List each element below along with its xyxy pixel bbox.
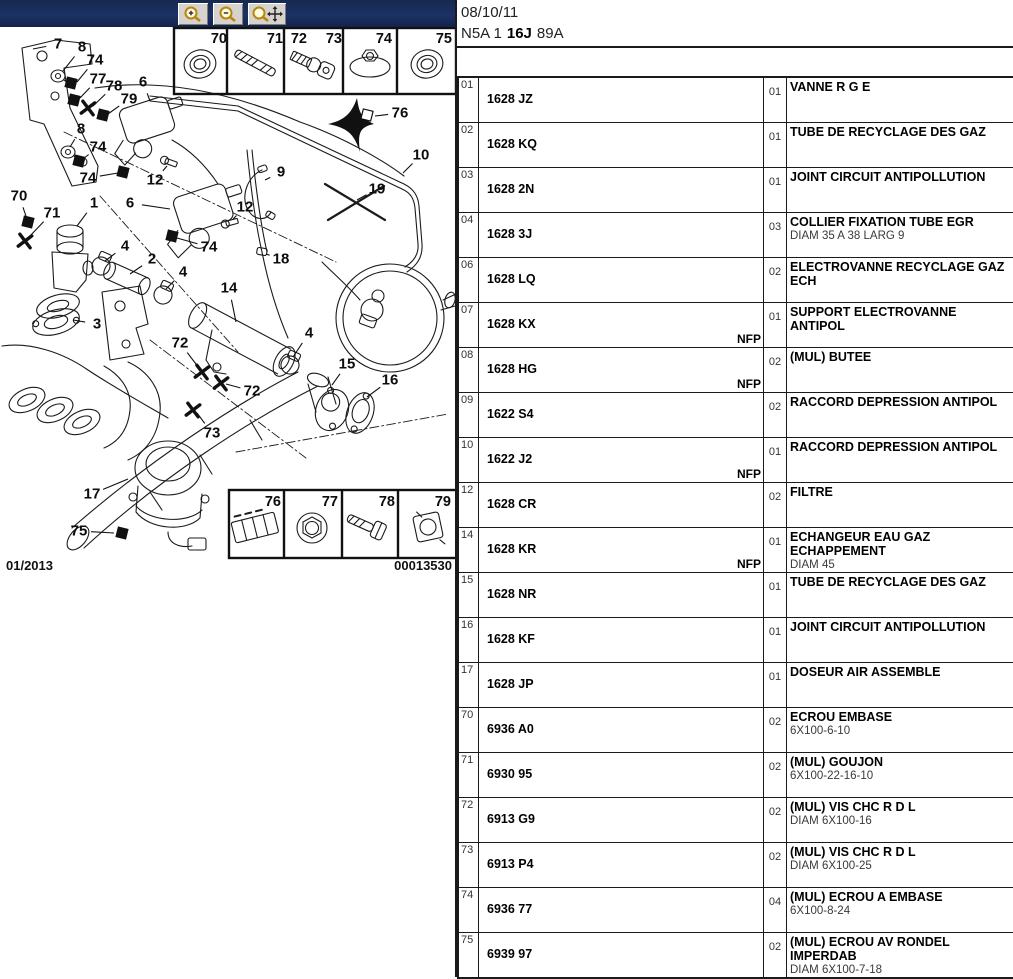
callout-1: 1 [89, 194, 99, 212]
callout-18: 18 [272, 250, 290, 268]
inset-label-71: 71 [266, 31, 283, 47]
part-row[interactable] [458, 393, 1013, 438]
cross-marker [81, 101, 95, 115]
part-reference: 1628 HG [487, 362, 538, 376]
callout-74: 74 [86, 51, 104, 69]
quantity: 02 [768, 716, 782, 728]
quantity: 01 [768, 86, 782, 98]
magnifier-minus-icon [216, 5, 240, 23]
quantity: 01 [768, 311, 782, 323]
part-detail [787, 288, 1013, 289]
inset-label-77: 77 [321, 494, 338, 510]
part-reference: 1628 KF [487, 632, 535, 646]
part-description: COLLIER FIXATION TUBE EGR [790, 215, 974, 229]
part-detail [787, 409, 1013, 410]
callout-6: 6 [138, 73, 148, 91]
part-reference: 1628 JP [487, 677, 534, 691]
callout-6: 6 [125, 194, 135, 212]
part-row[interactable] [458, 663, 1013, 708]
part-reference: 1628 JZ [487, 92, 533, 106]
callout-14: 14 [220, 279, 238, 297]
part-row[interactable] [458, 798, 1013, 843]
part-description: RACCORD DEPRESSION ANTIPOL [790, 440, 998, 454]
callout-8: 8 [76, 120, 86, 138]
part-description: ECROU EMBASE [790, 710, 893, 724]
header [461, 2, 564, 44]
part-row[interactable] [458, 483, 1013, 528]
part-detail: DIAM 45 [790, 559, 835, 571]
callout-16: 16 [381, 371, 399, 389]
part-description: (MUL) VIS CHC R D L [790, 800, 916, 814]
part-row[interactable] [458, 618, 1013, 663]
cross-marker [214, 376, 228, 390]
quantity: 02 [768, 806, 782, 818]
part-detail: 6X100-6-10 [790, 725, 851, 737]
part-description: TUBE DE RECYCLAGE DES GAZ [790, 575, 986, 589]
quantity: 03 [768, 221, 782, 233]
part-reference: 1628 2N [487, 182, 535, 196]
part-description: (MUL) GOUJON [790, 755, 884, 769]
item-number: 15 [461, 574, 474, 586]
item-number: 70 [461, 709, 474, 721]
callout-73: 73 [203, 424, 221, 442]
item-number: 09 [461, 394, 474, 406]
quantity: 01 [768, 671, 782, 683]
quantity: 02 [768, 266, 782, 278]
part-row[interactable] [458, 438, 1013, 483]
header-rule [457, 46, 1013, 48]
item-number: 12 [461, 484, 474, 496]
item-number: 10 [461, 439, 474, 451]
quantity: 01 [768, 446, 782, 458]
part-detail [787, 333, 1013, 334]
square-marker [64, 76, 77, 89]
exploded-diagram [0, 0, 457, 977]
item-number: 07 [461, 304, 474, 316]
item-number: 16 [461, 619, 474, 631]
quantity: 04 [768, 896, 782, 908]
part-row[interactable] [458, 303, 1013, 348]
part-reference: 6936 77 [487, 902, 533, 916]
quantity: 02 [768, 401, 782, 413]
part-description: JOINT CIRCUIT ANTIPOLLUTION [790, 620, 986, 634]
zoom-out-button[interactable] [213, 3, 243, 25]
part-detail [787, 589, 1013, 590]
drawing-number: 00013530 [394, 558, 452, 573]
callout-4: 4 [120, 237, 130, 255]
callout-77: 77 [89, 70, 107, 88]
part-row[interactable] [458, 843, 1013, 888]
parts-table-body [458, 77, 1013, 978]
part-description: (MUL) BUTEE [790, 350, 872, 364]
diagram-date-code: 01/2013 [6, 558, 53, 573]
cross-marker [186, 403, 200, 417]
part-reference: 6939 97 [487, 947, 533, 961]
callout-8: 8 [77, 38, 87, 56]
callout-2: 2 [147, 250, 157, 268]
catalog-ref-suffix: 89A [536, 25, 564, 42]
part-description: JOINT CIRCUIT ANTIPOLLUTION [790, 170, 986, 184]
callout-7: 7 [53, 35, 63, 53]
item-number: 03 [461, 169, 474, 181]
part-detail: DIAM 6X100-25 [790, 860, 872, 872]
inset-label-74: 74 [375, 31, 392, 47]
part-description: FILTRE [790, 485, 833, 499]
item-number: 71 [461, 754, 474, 766]
callout-74: 74 [200, 238, 218, 256]
callout-4: 4 [304, 324, 314, 342]
item-number: 08 [461, 349, 474, 361]
part-row[interactable] [458, 888, 1013, 933]
part-reference: 1628 CR [487, 497, 537, 511]
magnifier-move-icon [250, 5, 284, 23]
part-detail [787, 634, 1013, 635]
callout-74: 74 [79, 169, 97, 187]
item-number: 04 [461, 214, 474, 226]
item-number: 01 [461, 79, 474, 91]
header-date: 08/10/11 [461, 4, 519, 21]
callout-12: 12 [236, 198, 254, 216]
part-reference: 1628 KR [487, 542, 537, 556]
nfp-flag: NFP [737, 377, 761, 391]
callout-10: 10 [412, 146, 430, 164]
square-marker [115, 526, 128, 539]
nfp-flag: NFP [737, 467, 761, 481]
diagram-line-art [2, 40, 457, 554]
part-detail [787, 94, 1013, 95]
part-reference: 6936 A0 [487, 722, 534, 736]
callout-17: 17 [83, 485, 101, 503]
quantity: 01 [768, 536, 782, 548]
part-reference: 6930 95 [487, 767, 533, 781]
part-reference: 6913 P4 [487, 857, 534, 871]
callout-3: 3 [92, 315, 102, 333]
part-row[interactable] [458, 933, 1013, 979]
part-reference: 1628 KQ [487, 137, 538, 151]
part-row[interactable] [458, 528, 1013, 573]
inset-label-79: 79 [434, 494, 451, 510]
quantity: 01 [768, 626, 782, 638]
part-detail [787, 139, 1013, 140]
fastener-inset-boxes [171, 28, 457, 558]
part-row[interactable] [458, 123, 1013, 168]
callout-78: 78 [105, 77, 123, 95]
position-markers [18, 73, 373, 539]
inset-label-72: 72 [290, 31, 307, 47]
part-description: VANNE R G E [790, 80, 871, 94]
quantity: 01 [768, 581, 782, 593]
part-detail [787, 184, 1013, 185]
square-marker [96, 108, 109, 121]
callout-75: 75 [70, 522, 88, 540]
callout-15: 15 [338, 355, 356, 373]
callout-4: 4 [178, 263, 188, 281]
part-row[interactable] [458, 258, 1013, 303]
part-description: ELECTROVANNE RECYCLAGE GAZ ECH [790, 260, 1005, 288]
open-square-marker [361, 109, 373, 121]
square-marker [21, 215, 34, 228]
viewer-toolbar [0, 0, 455, 27]
square-marker [116, 165, 129, 178]
callout-12: 12 [146, 171, 164, 189]
part-row[interactable] [458, 348, 1013, 393]
inset-label-76: 76 [264, 494, 281, 510]
callout-9: 9 [276, 163, 286, 181]
part-description: (MUL) ECROU AV RONDEL IMPERDAB [790, 935, 950, 963]
item-number: 17 [461, 664, 474, 676]
part-description: ECHANGEUR EAU GAZ ECHAPPEMENT [790, 530, 931, 558]
part-description: (MUL) ECROU A EMBASE [790, 890, 943, 904]
part-reference: 1628 KX [487, 317, 536, 331]
item-number: 75 [461, 934, 474, 946]
part-detail [787, 454, 1013, 455]
callout-19: 19 [368, 180, 386, 198]
callout-72: 72 [171, 334, 189, 352]
inset-label-73: 73 [325, 31, 342, 47]
part-row[interactable] [458, 168, 1013, 213]
zoom-pan-button[interactable] [248, 3, 286, 25]
part-reference: 1628 3J [487, 227, 533, 241]
parts-table [457, 76, 1013, 979]
part-reference: 1628 NR [487, 587, 537, 601]
callout-79: 79 [120, 90, 138, 108]
part-detail: DIAM 6X100-7-18 [790, 964, 883, 976]
part-detail [787, 499, 1013, 500]
quantity: 02 [768, 356, 782, 368]
part-description: (MUL) VIS CHC R D L [790, 845, 916, 859]
part-row[interactable] [458, 213, 1013, 258]
quantity: 01 [768, 176, 782, 188]
callout-74: 74 [89, 138, 107, 156]
item-number: 06 [461, 259, 474, 271]
catalog-ref-code: 16J [506, 25, 532, 42]
part-reference: 1628 LQ [487, 272, 536, 286]
callout-76: 76 [391, 104, 409, 122]
item-number: 73 [461, 844, 474, 856]
callout-70: 70 [10, 187, 28, 205]
part-row[interactable] [458, 77, 1013, 123]
magnifier-plus-icon [181, 5, 205, 23]
part-row[interactable] [458, 708, 1013, 753]
part-detail: 6X100-8-24 [790, 905, 851, 917]
zoom-in-button[interactable] [178, 3, 208, 25]
item-number: 72 [461, 799, 474, 811]
part-row[interactable] [458, 753, 1013, 798]
part-description: SUPPORT ELECTROVANNE ANTIPOL [790, 305, 957, 333]
part-detail: DIAM 6X100-16 [790, 815, 872, 827]
nfp-flag: NFP [737, 557, 761, 571]
part-description: DOSEUR AIR ASSEMBLE [790, 665, 941, 679]
item-number: 74 [461, 889, 474, 901]
cross-marker [18, 234, 32, 248]
quantity: 02 [768, 941, 782, 953]
quantity: 02 [768, 491, 782, 503]
item-number: 02 [461, 124, 474, 136]
inset-label-75: 75 [435, 31, 452, 47]
nfp-flag: NFP [737, 332, 761, 346]
cross-marker [195, 365, 209, 379]
item-number: 14 [461, 529, 474, 541]
part-reference: 1622 S4 [487, 407, 534, 421]
part-detail [787, 364, 1013, 365]
part-reference: 1622 J2 [487, 452, 533, 466]
part-reference: 6913 G9 [487, 812, 535, 826]
part-description: TUBE DE RECYCLAGE DES GAZ [790, 125, 986, 139]
callout-72: 72 [243, 382, 261, 400]
part-detail: 6X100-22-16-10 [790, 770, 874, 782]
part-detail: DIAM 35 A 38 LARG 9 [790, 230, 905, 242]
callout-71: 71 [43, 204, 61, 222]
inset-label-70: 70 [210, 31, 227, 47]
part-description: RACCORD DEPRESSION ANTIPOL [790, 395, 998, 409]
inset-label-78: 78 [378, 494, 395, 510]
part-row[interactable] [458, 573, 1013, 618]
quantity: 02 [768, 851, 782, 863]
quantity: 01 [768, 131, 782, 143]
catalog-reference [461, 23, 564, 44]
part-detail [787, 679, 1013, 680]
catalog-ref-prefix: N5A 1 [461, 25, 502, 42]
quantity: 02 [768, 761, 782, 773]
